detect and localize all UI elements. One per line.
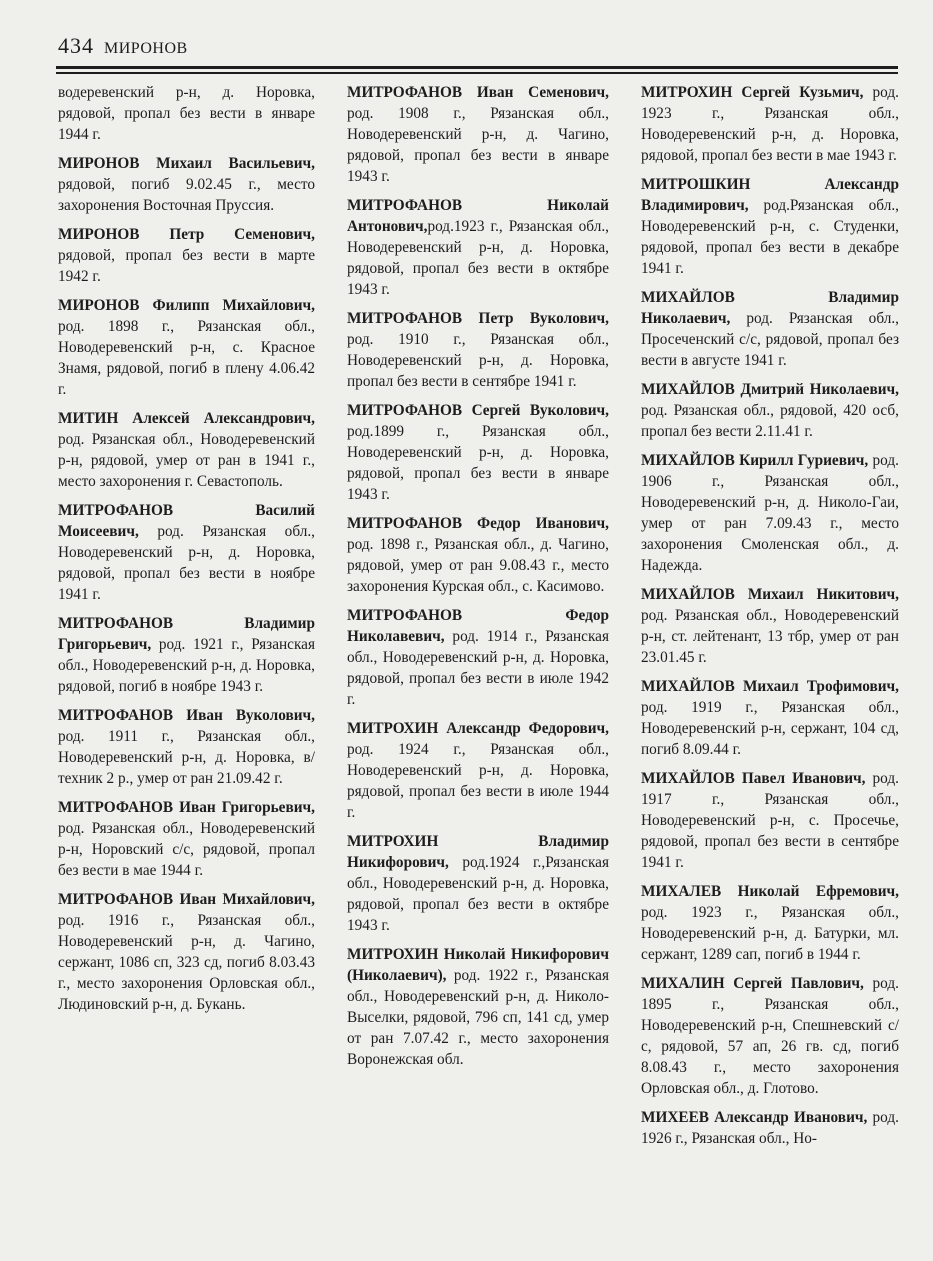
entry-text: род.1924 г.,Рязанская обл., Новодеревенский р-н, д. Норовка, рядовой, пропал без вести в октябре 1943 г. bbox=[347, 854, 609, 934]
entry-name: МИХАЙЛОВ Михаил Трофимович, bbox=[641, 678, 899, 695]
entry-name: МИТРОФАНОВ Иван Михайлович, bbox=[58, 891, 315, 908]
entry-text: род. 1923 г., Рязанская обл., Новодеревенский р-н, д. Батурки, мл. сержант, 1289 сап, погиб в 1944 г. bbox=[641, 904, 899, 963]
entry bbox=[347, 195, 609, 300]
entry-text: водеревенский р-н, д. Норовка, рядовой, пропал без вести в январе 1944 г. bbox=[58, 84, 315, 143]
entry-name: МИХАЛИН Сергей Павлович, bbox=[641, 975, 864, 992]
entry-name: МИТРОФАНОВ Федор Николавевич, bbox=[347, 607, 609, 645]
entry-name: МИТРОФАНОВ Федор Иванович, bbox=[347, 515, 609, 532]
entry-text: род. 1910 г., Рязанская обл., Новодеревенский р-н, д. Норовка, пропал без вести в сентябре 1941 г. bbox=[347, 331, 609, 390]
entry-name: МИТРОФАНОВ Сергей Вуколович, bbox=[347, 402, 609, 419]
entry-name: МИТРОХИН Владимир Никифорович, bbox=[347, 833, 609, 871]
entry-text: род. Рязанская обл., Новодеревенский р-н, Норовский с/с, рядовой, пропал без вести в мае 1944 г. bbox=[58, 820, 315, 879]
entry-text: род. 1921 г., Рязанская обл., Новодеревенский р-н, д. Норовка, рядовой, погиб в ноябре 1943 г. bbox=[58, 636, 315, 695]
entry bbox=[641, 450, 899, 576]
entry-text: род. 1916 г., Рязанская обл., Новодеревенский р-н, д. Чагино, сержант, 1086 сп, 323 сд, погиб 8.03.43 г., место захоронения Орловская обл., Людиновский р-н, д. Букань. bbox=[58, 912, 315, 1013]
entry-name: МИТИН Алексей Александрович, bbox=[58, 410, 315, 427]
entry-name: МИХАЙЛОВ Павел Иванович, bbox=[641, 770, 866, 787]
entry-text: род. 1924 г., Рязанская обл., Новодеревенский р-н, д. Норовка, рядовой, пропал без вести в июле 1944 г. bbox=[347, 741, 609, 821]
entry-text: род.1899 г., Рязанская обл., Новодеревенский р-н, д. Норовка, рядовой, пропал без вести в январе 1943 г. bbox=[347, 423, 609, 503]
entry-text: рядовой, пропал без вести в марте 1942 г. bbox=[58, 247, 315, 285]
entry bbox=[347, 82, 609, 187]
entry-name: МИТРОФАНОВ Иван Семенович, bbox=[347, 84, 609, 101]
entry-name: МИХАЙЛОВ Михаил Никитович, bbox=[641, 586, 899, 603]
entry bbox=[58, 153, 315, 216]
entry-name: МИТРОХИН Сергей Кузьмич, bbox=[641, 84, 864, 101]
page-number: 434 bbox=[58, 33, 94, 58]
entry bbox=[347, 944, 609, 1070]
entry bbox=[347, 308, 609, 392]
entry-text: род. 1923 г., Рязанская обл., Новодеревенский р-н, д. Норовка, рядовой, пропал без вести в мае 1943 г. bbox=[641, 84, 899, 164]
entry bbox=[641, 676, 899, 760]
entry-text: род. Рязанская обл., Новодеревенский р-н, ст. лейтенант, 13 тбр, умер от ран 23.01.45 г. bbox=[641, 607, 899, 666]
entry bbox=[641, 584, 899, 668]
header-rule-thick bbox=[56, 66, 898, 69]
entry bbox=[58, 705, 315, 789]
entry bbox=[641, 1107, 899, 1149]
entry-text: род. 1917 г., Рязанская обл., Новодеревенский р-н, с. Просечье, рядовой, пропал без вести в сентябре 1941 г. bbox=[641, 770, 899, 871]
entry-text: род. Рязанская обл., Новодеревенский р-н, рядовой, умер от ран в 1941 г., место захоронения г. Севастополь. bbox=[58, 431, 315, 490]
entry-text: род. 1908 г., Рязанская обл., Новодеревенский р-н, д. Чагино, рядовой, пропал без вести в январе 1943 г. bbox=[347, 105, 609, 185]
entry bbox=[347, 605, 609, 710]
entry-name: МИХАЙЛОВ Кирилл Гуриевич, bbox=[641, 452, 869, 469]
entry-name: МИТРОФАНОВ Петр Вуколович, bbox=[347, 310, 609, 327]
entry bbox=[641, 379, 899, 442]
entry-text: род. Рязанская обл., Просеченский с/с, рядовой, пропал без вести в августе 1941 г. bbox=[641, 310, 899, 369]
entry bbox=[58, 224, 315, 287]
entry bbox=[641, 174, 899, 279]
entry bbox=[641, 881, 899, 965]
text-column-1 bbox=[58, 82, 315, 1023]
text-column-3 bbox=[641, 82, 899, 1157]
entry-text: род.1923 г., Рязанская обл., Новодеревенский р-н, д. Норовка, рядовой, пропал без вести в октябре 1943 г. bbox=[347, 218, 609, 298]
entry-name: МИТРОФАНОВ Иван Вуколович, bbox=[58, 707, 315, 724]
entry-name: МИТРОФАНОВ Владимир Григорьевич, bbox=[58, 615, 315, 653]
entry-text: род. 1906 г., Рязанская обл., Новодеревенский р-н, д. Николо-Гаи, умер от ран 7.09.43 г., место захоронения Смоленская обл., д. Надежда. bbox=[641, 452, 899, 574]
entry-name: МИТРОФАНОВ Николай Антонович, bbox=[347, 197, 609, 235]
entry bbox=[347, 831, 609, 936]
entry-text: рядовой, погиб 9.02.45 г., место захоронения Восточная Пруссия. bbox=[58, 176, 315, 214]
entry-name: МИХАЙЛОВ Владимир Николаевич, bbox=[641, 289, 899, 327]
running-head: МИРОНОВ bbox=[104, 40, 188, 57]
entry bbox=[58, 613, 315, 697]
entry-text: род. Рязанская обл., рядовой, 420 осб, пропал без вести 2.11.41 г. bbox=[641, 402, 899, 440]
entry-name: МИТРОХИН Александр Федорович, bbox=[347, 720, 609, 737]
entry bbox=[347, 718, 609, 823]
entry-text: род. 1926 г., Рязанская обл., Но- bbox=[641, 1109, 900, 1147]
text-column-2 bbox=[347, 82, 609, 1078]
entry-name: МИТРОШКИН Александр Владимирович, bbox=[641, 176, 899, 214]
entry bbox=[641, 768, 899, 873]
entry-name: МИХЕЕВ Александр Иванович, bbox=[641, 1109, 868, 1126]
entry bbox=[641, 82, 899, 166]
entry bbox=[347, 400, 609, 505]
header-rule-thin bbox=[56, 72, 898, 74]
entry-text: род. 1895 г., Рязанская обл., Новодеревенский р-н, Спешневский с/с, рядовой, 57 ап, 26 гв. сд, погиб 8.08.43 г., место захоронения Орловская обл., д. Глотово. bbox=[641, 975, 899, 1097]
entry bbox=[58, 82, 315, 145]
entry bbox=[58, 500, 315, 605]
entry-name: МИРОНОВ Филипп Михайлович, bbox=[58, 297, 315, 314]
entry bbox=[58, 408, 315, 492]
entry bbox=[58, 797, 315, 881]
entry-name: МИТРОФАНОВ Иван Григорьевич, bbox=[58, 799, 315, 816]
entry-name: МИХАЙЛОВ Дмитрий Николаевич, bbox=[641, 381, 899, 398]
entry bbox=[58, 295, 315, 400]
entry-name: МИХАЛЕВ Николай Ефремович, bbox=[641, 883, 899, 900]
entry-name: МИРОНОВ Петр Семенович, bbox=[58, 226, 315, 243]
entry bbox=[641, 287, 899, 371]
entry-text: род. 1922 г., Рязанская обл., Новодеревенский р-н, д. Николо-Выселки, рядовой, 796 сп, 141 сд, умер от ран 7.07.42 г., место захоронения Воронежская обл. bbox=[347, 967, 609, 1068]
entry bbox=[641, 973, 899, 1099]
entry-name: МИТРОХИН Николай Никифорович (Николаевич), bbox=[347, 946, 609, 984]
entry bbox=[347, 513, 609, 597]
entry-text: род. 1911 г., Рязанская обл., Новодеревенский р-н, д. Норовка, в/техник 2 р., умер от ран 21.09.42 г. bbox=[58, 728, 315, 787]
entry-name: МИТРОФАНОВ Василий Моисеевич, bbox=[58, 502, 315, 540]
entry-text: род. Рязанская обл., Новодеревенский р-н, д. Норовка, рядовой, пропал без вести в ноябре 1941 г. bbox=[58, 523, 315, 603]
entry-text: род.Рязанская обл., Новодеревенский р-н, с. Студенки, рядовой, пропал без вести в декабре 1941 г. bbox=[641, 197, 899, 277]
entry-text: род. 1898 г., Рязанская обл., д. Чагино, рядовой, умер от ран 9.08.43 г., место захоронения Курская обл., с. Касимово. bbox=[347, 536, 609, 595]
entry-text: род. 1914 г., Рязанская обл., Новодеревенский р-н, д. Норовка, рядовой, пропал без вести в июле 1942 г. bbox=[347, 628, 609, 708]
entry-text: род. 1898 г., Рязанская обл., Новодеревенский р-н, с. Красное Знамя, рядовой, погиб в плену 4.06.42 г. bbox=[58, 318, 315, 398]
entry-name: МИРОНОВ Михаил Васильевич, bbox=[58, 155, 315, 172]
entry bbox=[58, 889, 315, 1015]
entry-text: род. 1919 г., Рязанская обл., Новодеревенский р-н, сержант, 104 сд, погиб 8.09.44 г. bbox=[641, 699, 899, 758]
page-header bbox=[58, 33, 188, 59]
